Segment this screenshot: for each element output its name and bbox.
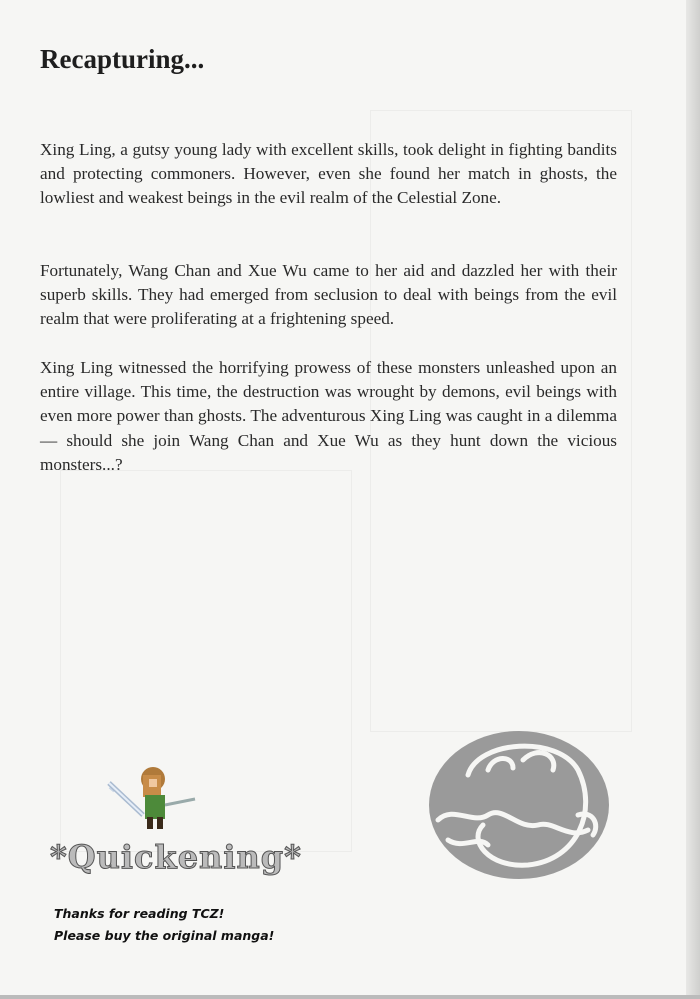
paragraph-1: Xing Ling, a gutsy young lady with excellent skills, took delight in fighting bandits and protecting commoners. However, even she found her match in ghosts, the lowliest and weakest beings in the evil realm of the Celestial Zone. xyxy=(40,140,617,208)
group-logo-text: *Quickening* xyxy=(50,838,302,876)
paragraph-3: Xing Ling witnessed the horrifying prowess of these monsters unleashed upon an entire village. This time, the destruction was wrought by demons, evil beings with even more power than ghosts. The adventurous Xing Ling was caught in a dilemma — should she join Wang Chan and Xue Wu as they hunt down the vicious monsters...? xyxy=(40,358,617,474)
sword-character-sprite-icon xyxy=(105,765,200,833)
page-title: Recapturing... xyxy=(40,44,205,74)
page-bottom-edge xyxy=(0,995,700,999)
thanks-line: Thanks for reading TCZ! xyxy=(54,906,225,921)
background-art-panel-left xyxy=(60,470,352,852)
ornamental-emblem-icon xyxy=(428,730,610,880)
buy-manga-line: Please buy the original manga! xyxy=(54,928,275,943)
paragraph-2: Fortunately, Wang Chan and Xue Wu came to her aid and dazzled her with their superb skills. They had emerged from seclusion to deal with beings from the evil realm that were proliferating at a frightening speed. xyxy=(40,261,617,329)
page-edge xyxy=(686,0,700,999)
